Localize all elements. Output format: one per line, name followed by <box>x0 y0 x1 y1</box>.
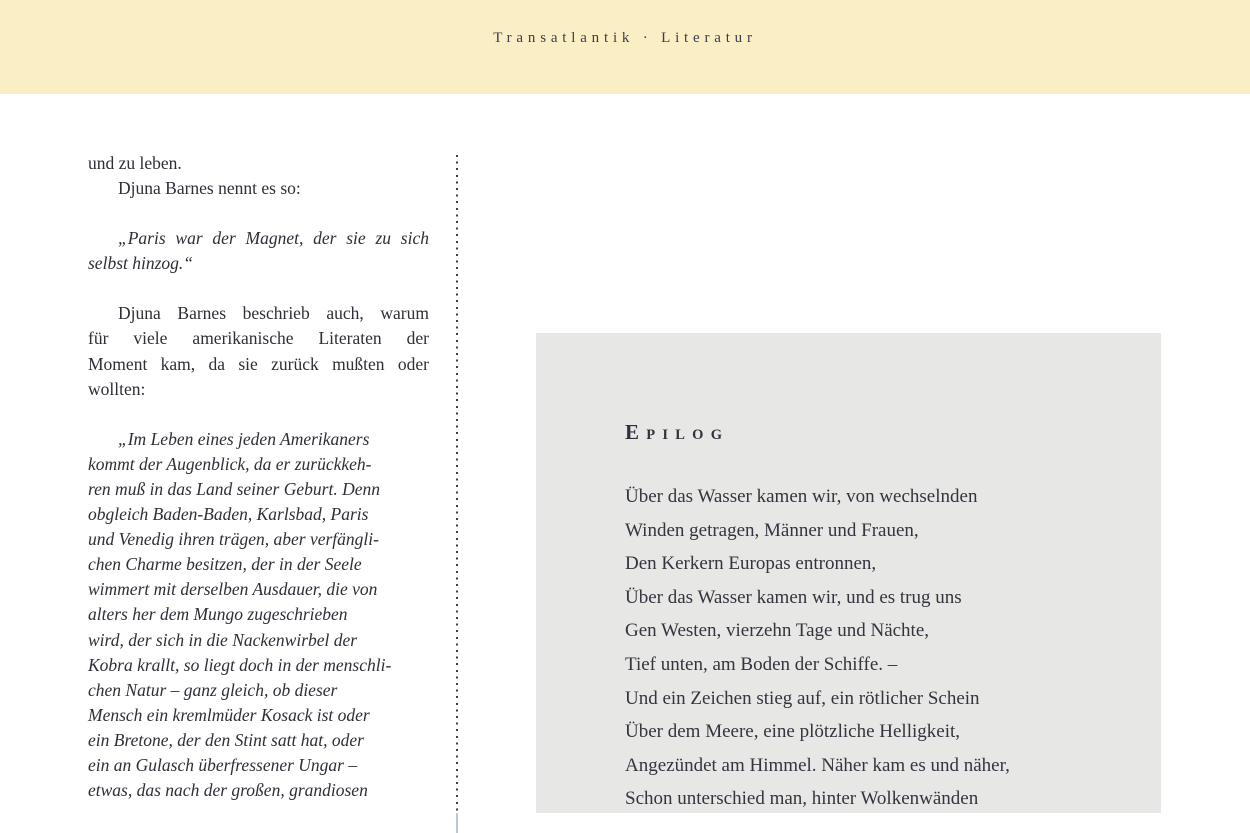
running-head: Transatlantik · Literatur <box>493 30 757 46</box>
poem-line: Den Kerkern Europas entronnen, <box>625 553 877 575</box>
text-line: ren muß in das Land seiner Geburt. Denn <box>88 478 380 499</box>
text-line: ein Bretone, der den Stint satt hat, oder <box>88 729 364 750</box>
text-line: Mensch ein kremlmüder Kosack ist oder <box>88 704 370 725</box>
poem-line: Über dem Meere, eine plötzliche Helligkeit, <box>625 721 961 743</box>
text-line: „Paris war der Magnet, der sie zu sich <box>118 228 429 249</box>
text-line: etwas, das nach der großen, grandiosen <box>88 780 368 801</box>
text-line: kommt der Augenblick, da er zurückkeh- <box>88 453 372 474</box>
left-text-column <box>88 151 429 803</box>
epilog-heading <box>625 420 729 445</box>
text-line: alters her dem Mungo zugeschrieben <box>88 604 348 625</box>
poem-line: Schon unterschied man, hinter Wolkenwänden <box>625 788 979 810</box>
text-line: Djuna Barnes beschrieb auch, warum <box>118 303 429 324</box>
text-line: Moment kam, da sie zurück mußten oder <box>88 353 429 374</box>
header-band <box>0 0 1250 94</box>
text-line: Djuna Barnes nennt es so: <box>118 178 301 199</box>
poem-line: Über das Wasser kamen wir, von wechselnden <box>625 486 978 507</box>
text-line: „Im Leben eines jeden Amerikaners <box>118 428 370 449</box>
text-line: wimmert mit derselben Ausdauer, die von <box>88 579 378 600</box>
text-line: selbst hinzog.“ <box>88 253 194 274</box>
text-line: Kobra krallt, so liegt doch in der menschli- <box>88 654 392 675</box>
text-line: und Venedig ihren trägen, aber verfängli- <box>88 529 379 550</box>
poem-text <box>625 480 1010 816</box>
poem-line: Angezündet am Himmel. Näher kam es und näher, <box>625 754 1010 776</box>
poem-line: Gen Westen, vierzehn Tage und Nächte, <box>625 620 930 642</box>
column-divider-dotted <box>456 155 458 813</box>
text-line: obgleich Baden-Baden, Karlsbad, Paris <box>88 504 369 525</box>
text-line: wollten: <box>88 378 146 399</box>
text-line: ein an Gulasch überfressener Ungar – <box>88 754 358 775</box>
poem-line: Über das Wasser kamen wir, und es trug uns <box>625 586 962 608</box>
poem-panel <box>536 333 1161 813</box>
text-line: chen Charme besitzen, der in der Seele <box>88 554 362 575</box>
epilog-heading-rest: PILOG <box>646 427 730 443</box>
poem-line: Tief unten, am Boden der Schiffe. – <box>625 653 898 675</box>
epilog-heading-initial: E <box>625 420 647 444</box>
poem-line: Und ein Zeichen stieg auf, ein rötlicher Schein <box>625 687 980 709</box>
text-line: chen Natur – ganz gleich, ob dieser <box>88 679 338 700</box>
column-divider-tail <box>456 813 458 833</box>
text-line: für viele amerikanische Literaten der <box>88 328 429 349</box>
text-line: und zu leben. <box>88 153 182 173</box>
poem-line: Winden getragen, Männer und Frauen, <box>625 519 919 541</box>
text-line: wird, der sich in die Nackenwirbel der <box>88 629 358 650</box>
